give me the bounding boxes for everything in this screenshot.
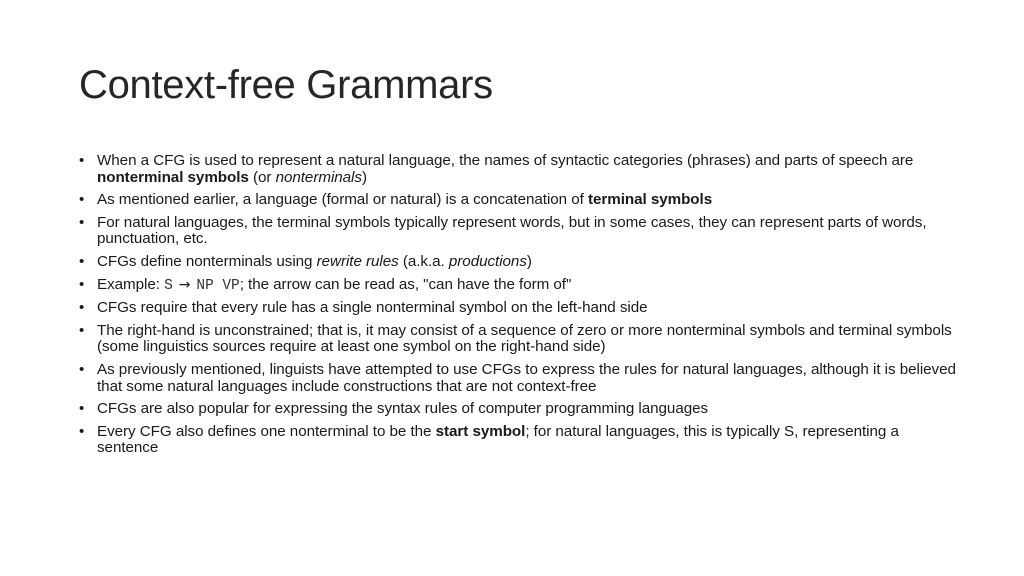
bullet-marker: •: [79, 252, 85, 270]
bullet-marker: •: [79, 152, 85, 169]
bullet-marker: •: [79, 360, 85, 378]
bullet-item-8: [79, 362, 959, 395]
bullet-marker: •: [79, 213, 85, 231]
code-symbol: S: [164, 277, 173, 294]
bullet-list: [79, 153, 959, 463]
italic-term: nonterminals: [275, 168, 362, 186]
bullet-text: For natural languages, the terminal symbols typically represent words, but in some cases, they can represent parts of words, punctuation, etc.: [97, 213, 927, 248]
bullet-text: CFGs require that every rule has a single nonterminal symbol on the left-hand side: [97, 299, 648, 317]
bullet-item-9: [79, 401, 959, 418]
bullet-item-5: [79, 277, 959, 295]
bullet-marker: •: [79, 299, 85, 317]
bullet-item-7: [79, 323, 959, 356]
bullet-text: Example:: [97, 275, 165, 293]
bullet-marker: •: [79, 191, 85, 209]
bullet-text: As mentioned earlier, a language (formal or natural) is a concatenation of: [97, 191, 588, 209]
bullet-item-4: [79, 254, 959, 271]
bullet-text: ): [361, 168, 367, 186]
code-symbol: NP VP: [196, 277, 240, 294]
bullet-text: When a CFG is used to represent a natural language, the names of syntactic categories (phrases) and parts of speech are: [97, 152, 914, 169]
bullet-text: (a.k.a.: [398, 252, 449, 270]
bullet-text: ; for natural languages, this is typically S, representing a sentence: [97, 422, 899, 457]
bullet-text: As previously mentioned, linguists have attempted to use CFGs to express the rules for natural languages, although it is believed that some natural languages include constructions that are not context-free: [97, 360, 956, 395]
bullet-item-1: [79, 153, 959, 186]
italic-term: productions: [448, 252, 527, 270]
bullet-text: Every CFG also defines one nonterminal to be the: [97, 422, 436, 440]
bullet-text: CFGs define nonterminals using: [97, 252, 317, 270]
bullet-text: (or: [248, 168, 276, 186]
right-arrow-icon: →: [178, 276, 191, 293]
bullet-item-10: [79, 424, 959, 457]
bold-term: nonterminal symbols: [97, 168, 249, 186]
bullet-item-6: [79, 300, 959, 317]
bullet-marker: •: [79, 275, 85, 293]
bullet-text: ): [526, 252, 532, 270]
bullet-item-2: [79, 192, 959, 209]
bold-term: start symbol: [435, 422, 526, 440]
bullet-marker: •: [79, 321, 85, 339]
bullet-text: ; the arrow can be read as, "can have the form of": [239, 275, 572, 293]
slide-title: Context-free Grammars: [79, 63, 493, 107]
italic-term: rewrite rules: [316, 252, 399, 270]
bullet-item-3: [79, 215, 959, 248]
bold-term: terminal symbols: [587, 191, 713, 209]
bullet-marker: •: [79, 422, 85, 440]
bullet-marker: •: [79, 400, 85, 418]
bullet-text: CFGs are also popular for expressing the syntax rules of computer programming languages: [97, 400, 709, 418]
bullet-text: The right-hand is unconstrained; that is, it may consist of a sequence of zero or more nonterminal symbols and terminal symbols (some linguistics sources require at least one symbol on the right-hand side): [97, 321, 952, 356]
